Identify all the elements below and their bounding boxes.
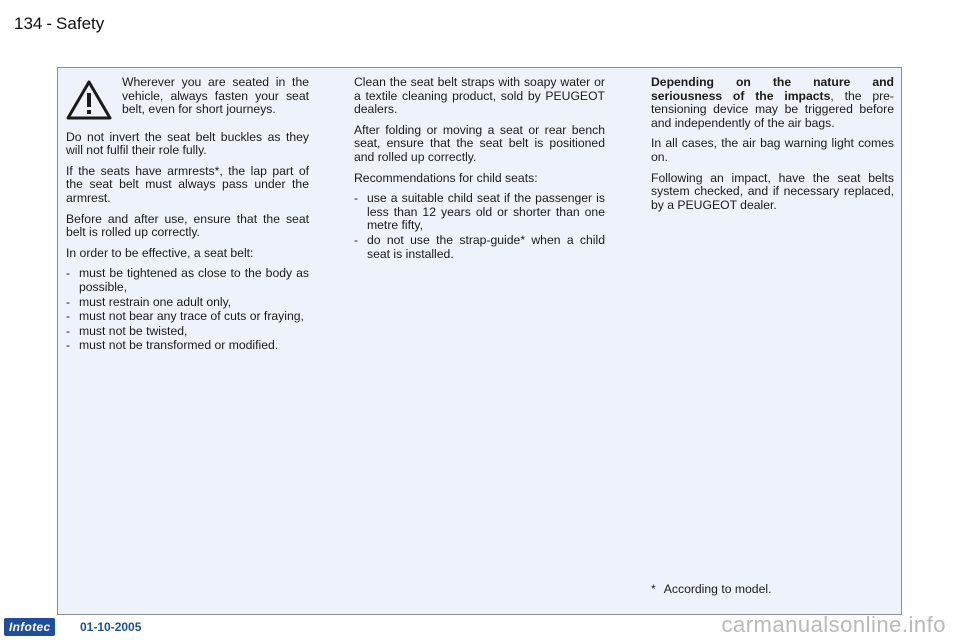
column-3 [651, 76, 894, 219]
col1-para-3: Before and after use, ensure that the seat belt is rolled up correctly. [66, 211, 309, 240]
footnote-text: According to model. [663, 582, 772, 596]
col3-para-2: In all cases, the air bag warning light comes on. [651, 136, 894, 164]
content-panel [57, 67, 902, 615]
col2-para-1: Clean the seat belt straps with soapy water or a textile cleaning product, sold by PEUGEOT dealers. [354, 75, 605, 117]
list-item: - must not bear any trace of cuts or fraying, [66, 310, 309, 324]
seat-belt-requirements-list [66, 267, 309, 353]
list-item: - do not use the strap-guide* when a child seat is installed. [354, 234, 605, 261]
col3-para-3: Following an impact, have the seat belts system checked, and if necessary replaced, by a PEUGEOT dealer. [651, 170, 894, 212]
warning-text: Wherever you are seated in the vehicle, always fasten your seat belt, even for short journeys. [122, 75, 309, 117]
infotec-logo: Infotec [4, 618, 55, 636]
list-item: - must not be twisted, [66, 325, 309, 339]
header-separator: - [46, 14, 53, 33]
list-item: - must be tightened as close to the body as possible, [66, 267, 309, 294]
col2-para-3: Recommendations for child seats: [354, 170, 538, 185]
bold-lead: Depending on the nature and seriousness of the impacts [651, 75, 894, 103]
footnote [651, 582, 771, 596]
warning-triangle-icon [66, 76, 116, 124]
col2-para-2: After folding or moving a seat or rear bench seat, ensure that the seat belt is positioned and rolled up correctly. [354, 122, 605, 164]
list-item: - must not be transformed or modified. [66, 339, 309, 353]
col1-para-4: In order to be effective, a seat belt: [66, 245, 254, 260]
section-title: Safety [56, 14, 105, 33]
para-rest: , the pre-tensioning device may be triggered before and independently of the air bags. [651, 88, 894, 130]
child-seat-recommendations-list [354, 192, 605, 261]
list-item: - use a suitable child seat if the passenger is less than 12 years old or shorter than one metre fifty, [354, 192, 605, 233]
footnote-star: * [651, 582, 656, 596]
col3-para-1 [651, 76, 894, 130]
list-item: - must restrain one adult only, [66, 296, 309, 310]
page-number: 134 [14, 14, 43, 33]
col1-para-1: Do not invert the seat belt buckles as they will not fulfil their role fully. [66, 129, 309, 158]
page-header [14, 14, 104, 34]
col1-para-2: If the seats have armrests*, the lap part of the seat belt must always pass under the armrest. [66, 163, 309, 205]
watermark: carmanualsonline.info [721, 612, 946, 637]
warning-block [66, 76, 309, 124]
footer-date: 01-10-2005 [80, 620, 142, 634]
column-1 [66, 76, 309, 360]
column-2 [354, 76, 605, 268]
